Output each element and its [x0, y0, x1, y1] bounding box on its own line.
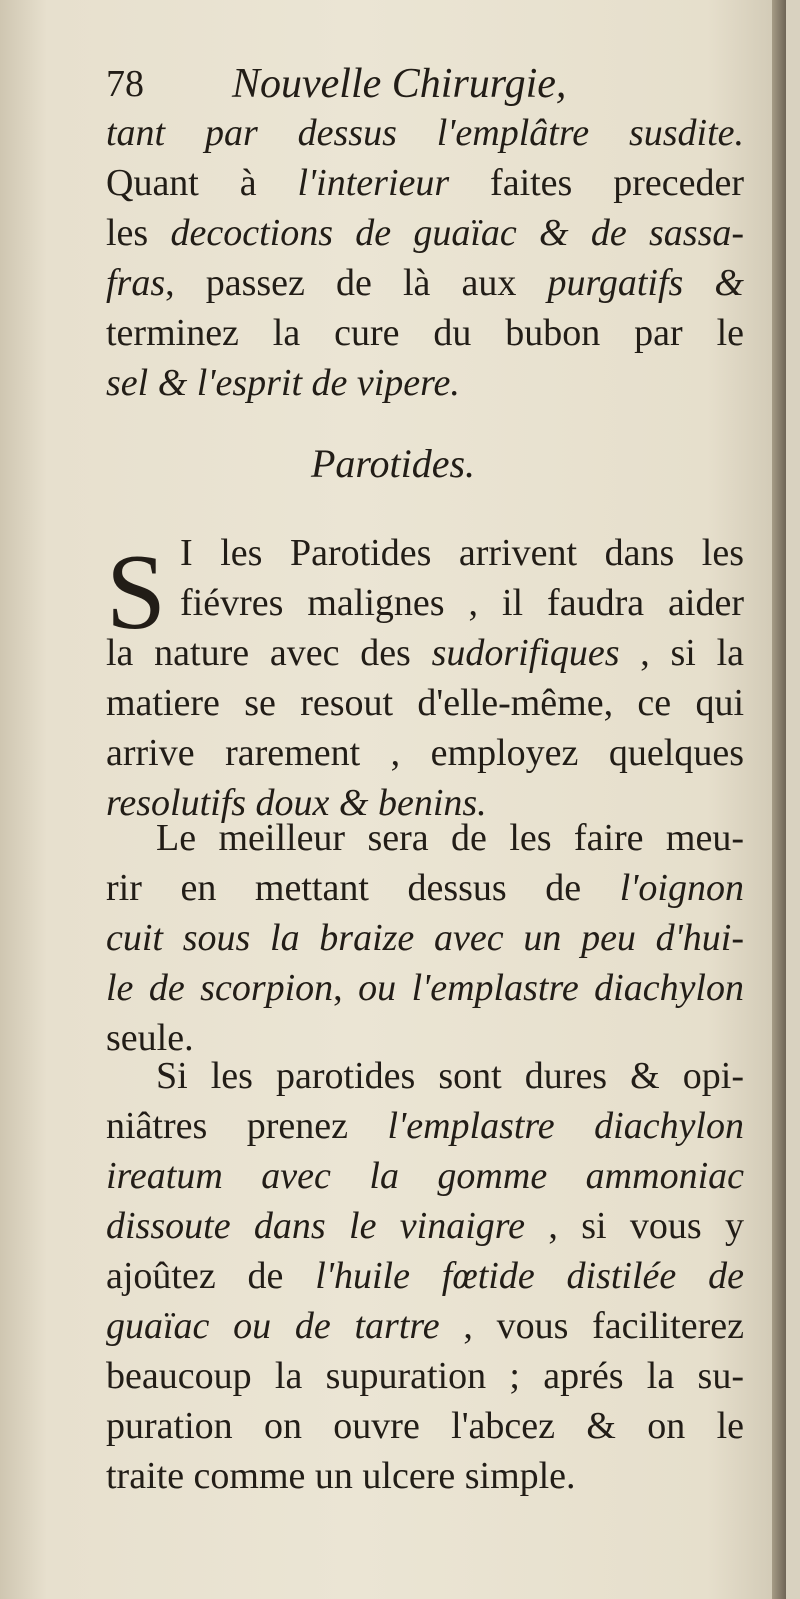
italic-segment: l'oignon	[619, 867, 744, 909]
text-segment: , si vous y	[525, 1205, 744, 1247]
text-segment: faites preceder	[449, 162, 744, 204]
text-line	[106, 257, 744, 309]
running-title: Nouvelle Chirurgie,	[232, 61, 567, 107]
text-segment: ajoûtez de	[106, 1255, 316, 1297]
italic-segment: purgatifs &	[547, 262, 744, 304]
italic-segment: sudorifiques	[431, 632, 620, 674]
text-line	[106, 307, 744, 359]
text-line	[106, 677, 744, 729]
italic-segment: l'huile fœtide distilée de	[315, 1255, 744, 1297]
text-segment: Quant à	[106, 162, 298, 204]
italic-segment: l'interieur	[297, 162, 450, 204]
text-line	[106, 357, 744, 409]
page-edge-shadow	[772, 0, 786, 1599]
text-line	[106, 1450, 744, 1502]
text-segment: terminez la cure du bubon par le	[106, 312, 744, 354]
text-line	[106, 157, 744, 209]
text-line	[106, 627, 744, 679]
text-segment: matiere se resout d'elle-même, ce qui	[106, 682, 744, 724]
text-segment: les	[106, 212, 171, 254]
text-line	[180, 577, 744, 629]
italic-segment: guaïac ou de tartre	[106, 1305, 440, 1347]
text-segment: beaucoup la supuration ; aprés la su-	[106, 1355, 744, 1397]
text-line	[156, 812, 744, 864]
text-line	[106, 1150, 744, 1202]
text-segment: puration on ouvre l'abcez & on le	[106, 1405, 744, 1447]
text-segment: , vous faciliterez	[439, 1305, 744, 1347]
italic-segment: decoctions de guaïac & de sassa-	[170, 212, 745, 254]
text-line	[106, 727, 744, 779]
italic-segment: ou l'emplastre diachylon	[358, 967, 744, 1009]
text-segment: seule.	[106, 1017, 194, 1059]
italic-segment: dissoute dans le vinaigre	[106, 1205, 526, 1247]
text-line	[106, 107, 744, 159]
text-line	[106, 1300, 744, 1352]
section-heading: Parotides.	[310, 441, 476, 486]
text-segment: la nature avec des	[106, 632, 432, 674]
text-segment: ,	[333, 967, 359, 1009]
text-line	[106, 1400, 744, 1452]
italic-segment: fras	[106, 262, 166, 304]
page-number: 78	[106, 63, 144, 105]
text-line	[156, 1050, 744, 1102]
italic-segment: sel & l'esprit de vipere.	[106, 362, 460, 404]
text-segment: , si la	[619, 632, 744, 674]
italic-segment: le de scorpion	[106, 967, 334, 1009]
text-line	[106, 207, 744, 259]
text-segment: Si les parotides sont dures & opi-	[156, 1055, 744, 1097]
text-segment: traite comme un ulcere simple.	[106, 1455, 576, 1497]
italic-segment: resolutifs doux & benins.	[106, 782, 487, 824]
italic-segment: cuit sous la braize avec un peu d'hui-	[106, 917, 744, 959]
text-line	[106, 912, 744, 964]
text-segment: fiévres malignes , il faudra aider	[180, 582, 744, 624]
drop-cap: S	[106, 533, 167, 652]
italic-segment: l'emplastre diachylon	[387, 1105, 744, 1147]
text-line	[106, 862, 744, 914]
text-segment: , passez de là aux	[165, 262, 548, 304]
text-line	[106, 1200, 744, 1252]
text-segment: niâtres prenez	[106, 1105, 388, 1147]
text-line	[106, 1350, 744, 1402]
text-segment: I les Parotides arrivent dans les	[180, 532, 744, 574]
text-segment: Le meilleur sera de les faire meu-	[156, 817, 744, 859]
text-line	[106, 1100, 744, 1152]
text-line	[106, 962, 744, 1014]
text-line	[106, 1250, 744, 1302]
italic-segment: tant par dessus l'emplâtre susdite.	[106, 112, 744, 154]
text-line	[180, 527, 744, 579]
text-segment: arrive rarement , employez quelques	[106, 732, 744, 774]
text-segment: rir en mettant dessus de	[106, 867, 620, 909]
italic-segment: ireatum avec la gomme ammoniac	[106, 1155, 744, 1197]
